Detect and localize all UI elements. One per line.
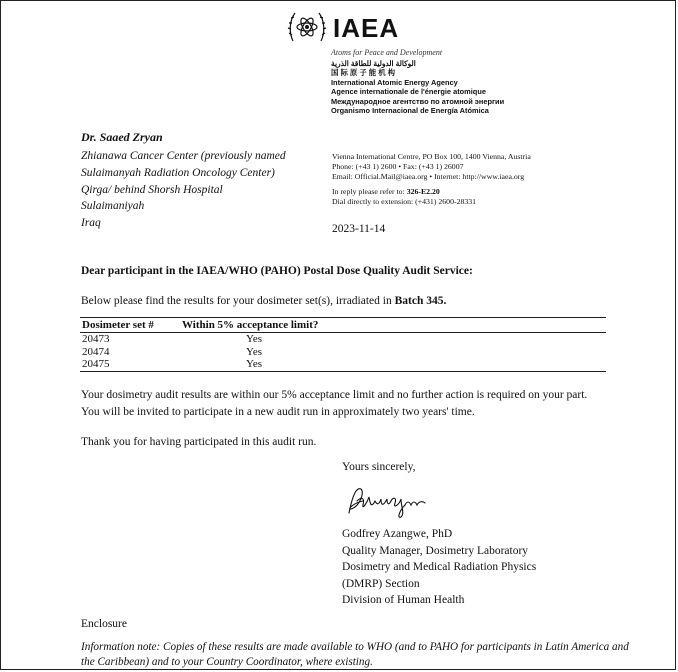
agency-names xyxy=(331,59,504,115)
dosimeter-set-cell: 20474 xyxy=(82,345,110,358)
dosimeter-set-cell: 20473 xyxy=(82,333,110,345)
agency-name-arabic: الوكالة الدولية للطاقة الذرية xyxy=(331,59,416,68)
results-table xyxy=(80,317,606,372)
recipient-line: Qirga/ behind Shorsh Hospital xyxy=(81,183,223,196)
signer-line: Division of Human Health xyxy=(342,594,465,606)
contact-address: Vienna International Centre, PO Box 100, 1400 Vienna, Austria xyxy=(332,152,531,161)
information-note: Information note: Copies of these results are made available to WHO (and to PAHO for participants in Latin America and the Caribbean) and to your Country Coordinator, where existing. xyxy=(81,641,629,668)
table-row xyxy=(80,346,606,359)
results-line: You will be invited to participate in a new audit run in approximately two years' time. xyxy=(81,405,475,418)
signer-block xyxy=(342,526,536,609)
intro-text: Below please find the results for your dosimeter set(s), irradiated in xyxy=(81,295,392,307)
recipient-line: Sulaimanyah Radiation Oncology Center) xyxy=(81,166,275,179)
tagline: Atoms for Peace and Development xyxy=(331,48,443,57)
salutation: Dear participant in the IAEA/WHO (PAHO) Postal Dose Quality Audit Service: xyxy=(81,265,473,277)
column-header: Within 5% acceptance limit? xyxy=(180,318,606,333)
agency-name-spanish: Organismo Internacional de Energía Atómica xyxy=(331,106,489,116)
column-header: Dosimeter set # xyxy=(80,318,180,333)
table-header-row xyxy=(80,318,606,333)
recipient-line: Sulaimaniyah xyxy=(81,200,145,213)
acceptance-cell: Yes xyxy=(180,358,606,371)
recipient-line: Zhianawa Cancer Center (previously named xyxy=(81,150,286,162)
contact-phone: Phone: (+43 1) 2600 • Fax: (+43 1) 26007 xyxy=(332,162,464,172)
extension-line: Dial directly to extension: (+431) 2600-28331 xyxy=(332,197,477,207)
results-line: Your dosimetry audit results are within our 5% acceptance limit and no further action is required on your part. xyxy=(81,389,588,401)
agency-name-english: International Atomic Energy Agency xyxy=(331,77,458,87)
results-paragraph xyxy=(81,387,621,420)
dosimeter-set-cell: 20475 xyxy=(80,358,180,371)
reference-value: 326-E2.20 xyxy=(406,187,440,196)
batch-number: Batch 345. xyxy=(394,295,447,307)
signature-image xyxy=(343,483,435,521)
recipient-line: Iraq xyxy=(81,217,101,230)
recipient-name: Dr. Saaed Zryan xyxy=(81,130,163,144)
signer-line: Quality Manager, Dosimetry Laboratory xyxy=(342,544,529,557)
enclosure-label: Enclosure xyxy=(81,618,127,630)
contact-email: Email: Official.Mail@iaea.org • Internet: http://www.iaea.org xyxy=(332,172,525,182)
contact-block xyxy=(332,152,531,183)
closing: Yours sincerely, xyxy=(342,461,416,473)
agency-name-chinese: 国 际 原 子 能 机 构 xyxy=(331,68,396,78)
thanks-paragraph: Thank you for having participated in this audit run. xyxy=(81,436,317,448)
signer-line: Dosimetry and Medical Radiation Physics xyxy=(342,561,537,573)
logo-text: IAEA xyxy=(333,13,400,43)
agency-name-french: Agence internationale de l'énergie atomique xyxy=(331,87,486,97)
table-row xyxy=(80,333,606,346)
table-row xyxy=(80,358,606,371)
signer-line: (DMRP) Section xyxy=(342,577,420,590)
reference-block xyxy=(332,187,476,207)
intro-line xyxy=(81,295,446,307)
signer-line: Godfrey Azangwe, PhD xyxy=(342,528,453,540)
reference-label: In reply please refer to: xyxy=(332,187,405,196)
acceptance-cell: Yes xyxy=(246,333,263,345)
agency-name-russian: Международное агентство по атомной энергии xyxy=(331,96,505,106)
recipient-address xyxy=(81,148,286,232)
acceptance-cell: Yes xyxy=(246,345,263,358)
letter-date: 2023-11-14 xyxy=(332,223,386,235)
